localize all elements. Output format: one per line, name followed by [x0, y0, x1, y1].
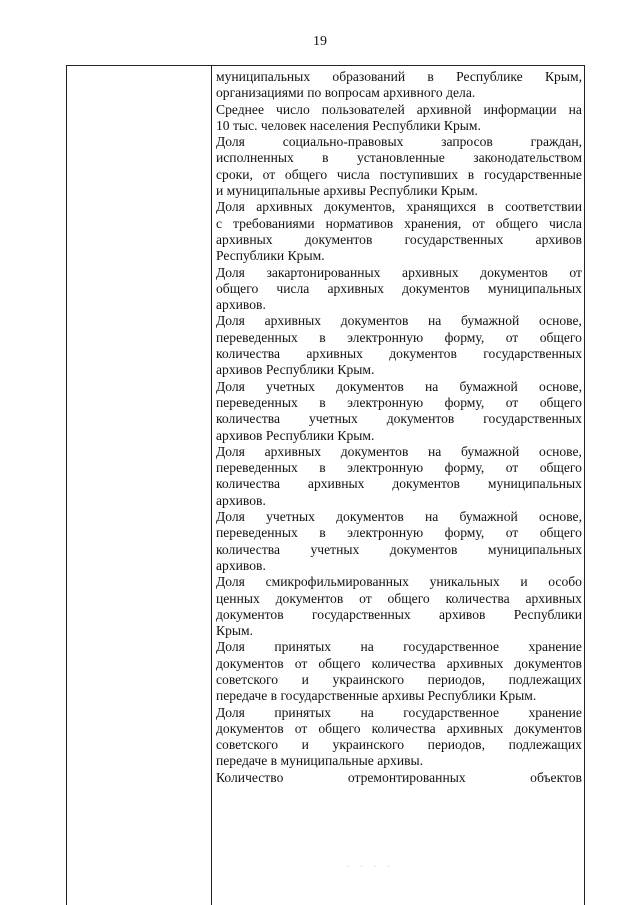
- text-line: архивных документов государственных архивов: [216, 231, 582, 247]
- text-line: организациями по вопросам архивного дела.: [216, 85, 476, 101]
- text-line: количества архивных документов муниципальных: [216, 476, 582, 492]
- text-line: Доля закартонированных архивных документов от: [216, 264, 582, 280]
- text-line: Доля социально-правовых запросов граждан,: [216, 134, 582, 150]
- text-line: Республики Крым.: [216, 248, 325, 264]
- text-line: количества учетных документов муниципальных: [216, 541, 582, 557]
- text-line: Доля учетных документов на бумажной основе,: [216, 378, 582, 394]
- text-line: архивов.: [216, 492, 266, 508]
- text-line: архивов Республики Крым.: [216, 427, 375, 443]
- text-line: количества архивных документов государственных: [216, 346, 582, 362]
- text-line: ценных документов от общего количества архивных: [216, 590, 582, 606]
- text-line: и муниципальные архивы Республики Крым.: [216, 183, 478, 199]
- text-line: передаче в государственные архивы Республики Крым.: [216, 688, 537, 704]
- page-number: 19: [313, 34, 327, 49]
- text-line: количества учетных документов государственных: [216, 411, 582, 427]
- text-line: переведенных в электронную форму, от общего: [216, 460, 582, 476]
- indicator-text-cell: [216, 69, 582, 786]
- text-line: документов от общего количества архивных документов: [216, 655, 582, 671]
- text-line: Доля смикрофильмированных уникальных и особо: [216, 574, 582, 590]
- text-line: Среднее число пользователей архивной информации на: [216, 101, 582, 117]
- text-line: общего числа архивных документов муниципальных: [216, 280, 582, 296]
- scan-artifact: · · · ·: [347, 864, 395, 870]
- text-line: с требованиями нормативов хранения, от общего числа: [216, 215, 582, 231]
- text-line: документов от общего количества архивных документов: [216, 720, 582, 736]
- text-line: Доля архивных документов на бумажной основе,: [216, 443, 582, 459]
- text-line: Доля архивных документов на бумажной основе,: [216, 313, 582, 329]
- text-line: Количество отремонтированных объектов: [216, 769, 582, 785]
- text-line: переведенных в электронную форму, от общего: [216, 525, 582, 541]
- text-line: Доля учетных документов на бумажной основе,: [216, 509, 582, 525]
- text-line: переведенных в электронную форму, от общего: [216, 394, 582, 410]
- text-line: советского и украинского периодов, подлежащих: [216, 737, 582, 753]
- text-line: документов государственных архивов Республики: [216, 606, 582, 622]
- column-divider: [211, 66, 212, 905]
- text-line: советского и украинского периодов, подлежащих: [216, 671, 582, 687]
- text-line: архивов Республики Крым.: [216, 362, 375, 378]
- text-line: исполненных в установленные законодательством: [216, 150, 582, 166]
- text-line: Доля принятых на государственное хранение: [216, 639, 582, 655]
- text-line: 10 тыс. человек населения Республики Крым.: [216, 117, 481, 133]
- text-line: муниципальных образований в Республике Крым,: [216, 69, 582, 84]
- text-line: сроки, от общего числа поступивших в государственные: [216, 166, 582, 182]
- text-line: архивов.: [216, 557, 266, 573]
- text-line: Доля архивных документов, хранящихся в соответствии: [216, 199, 582, 215]
- text-line: Доля принятых на государственное хранение: [216, 704, 582, 720]
- text-line: передаче в муниципальные архивы.: [216, 753, 424, 769]
- text-line: архивов.: [216, 297, 266, 313]
- text-line: Крым.: [216, 623, 253, 639]
- document-table: [66, 65, 585, 905]
- text-line: переведенных в электронную форму, от общего: [216, 329, 582, 345]
